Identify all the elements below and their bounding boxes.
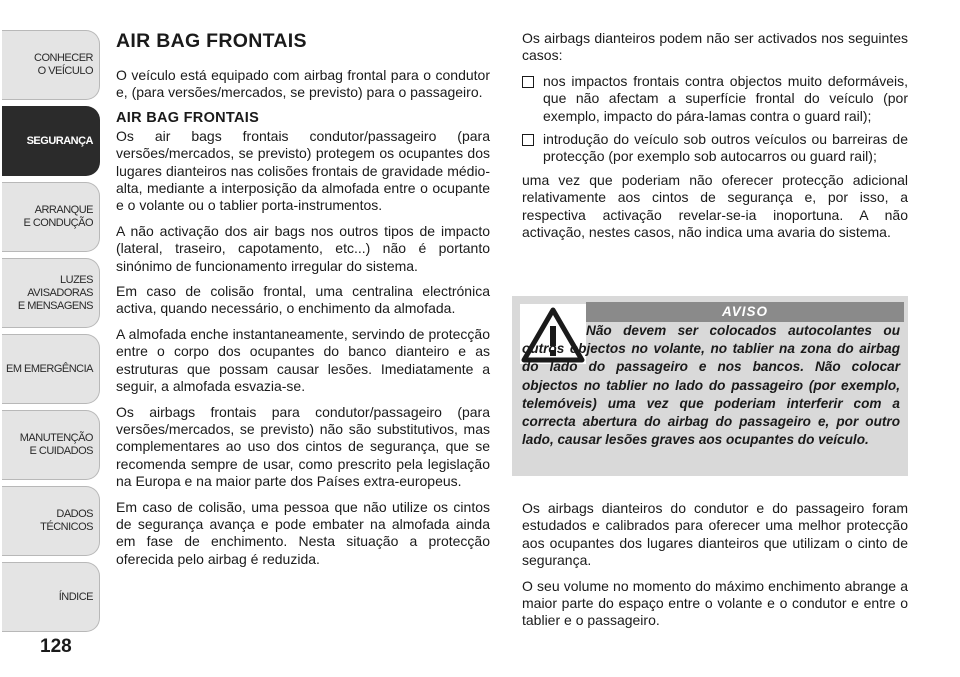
- checkbox-bullet-icon: [522, 76, 534, 88]
- paragraph: Os airbags dianteiros podem não ser activados nos seguintes casos:: [522, 30, 908, 64]
- warning-header: AVISO: [586, 302, 904, 322]
- list-item: [522, 73, 908, 125]
- subsection-title: AIR BAG FRONTAIS: [116, 109, 260, 126]
- tab-arranque-e-conducao[interactable]: ARRANQUE E CONDUÇÃO: [2, 182, 100, 252]
- list-item-text: introdução do veículo sob outros veículos ou barreiras de protecção (por exemplo sob autocarros ou guard rail);: [543, 131, 908, 165]
- warning-text: Não devem ser colocados autocolantes ou outros objectos no volante, no tablier na zona do airbag do lado do passageiro e nos bancos. Não colocar objectos no tablier no lado do passageiro (por exemplo, telemóveis) uma vez que poderiam interferir com a correcta abertura do airbag do passageiro e, por outro lado, causar lesões graves aos ocupantes do veículo.: [522, 323, 900, 448]
- paragraph: Os airbags dianteiros do condutor e do passageiro foram estudados e calibrados para oferecer uma melhor protecção aos ocupantes dos lugares dianteiros que utilizam o cinto de segurança.: [522, 500, 908, 569]
- tab-conhecer-o-veiculo[interactable]: CONHECER O VEÍCULO: [2, 30, 100, 100]
- paragraph: A não activação dos air bags nos outros tipos de impacto (lateral, traseiro, capotamento, etc...) não é portanto sinónimo de funcionamento irregular do sistema.: [116, 222, 490, 274]
- paragraph: A almofada enche instantaneamente, servindo de protecção entre o corpo dos ocupantes do banco dianteiro e as estruturas que possam causar lesões. Imediatamente a seguir, a almofada esvazia-se.: [116, 325, 490, 395]
- right-column-lower: [522, 500, 908, 638]
- section-title: AIR BAG FRONTAIS: [116, 30, 307, 52]
- right-column: [522, 30, 908, 249]
- tab-indice[interactable]: ÍNDICE: [2, 562, 100, 632]
- tab-dados-tecnicos[interactable]: DADOS TÉCNICOS: [2, 486, 100, 556]
- list-item-text: nos impactos frontais contra objectos muito deformáveis, que não afectam a superfície frontal do veículo (por exemplo, impacto do pára-lamas contra o guard rail);: [543, 72, 908, 124]
- checkbox-bullet-icon: [522, 134, 534, 146]
- paragraph: Os airbags frontais para condutor/passageiro (para versões/mercados, se previsto) não são substitutivos, mas complementares ao uso dos cintos de segurança, que se recomenda sempre de usar, como prescrito pela legislação na Europa e na maior parte dos Países extra-europeus.: [116, 403, 490, 490]
- intro-paragraph: O veículo está equipado com airbag frontal para o condutor e, (para versões/mercados, se previsto) para o passageiro.: [116, 67, 490, 101]
- paragraph: Os air bags frontais condutor/passageiro (para versões/mercados, se previsto) protegem os ocupantes dos lugares dianteiros nas colisões frontais de gravidade médio-alta, mediante a interposição da almofada entre o ocupante e o volante ou o tablier porta-instrumentos.: [116, 127, 490, 214]
- list-item: [522, 131, 908, 166]
- tab-luzes-avisadoras[interactable]: LUZES AVISADORAS E MENSAGENS: [2, 258, 100, 328]
- paragraph: uma vez que poderiam não oferecer protecção adicional relativamente aos cintos de segurança e, por isso, a respectiva activação revelar-se-ia inoportuna. A não activação, nestes casos, não indica uma avaria do sistema.: [522, 171, 908, 241]
- paragraph: Em caso de colisão, uma pessoa que não utilize os cintos de segurança avança e pode embater na almofada ainda em fase de enchimento. Nesta situação a protecção oferecida pelo airbag é reduzida.: [116, 498, 490, 567]
- tab-em-emergencia[interactable]: EM EMERGÊNCIA: [2, 334, 100, 404]
- tab-seguranca[interactable]: SEGURANÇA: [2, 106, 100, 176]
- warning-box: [512, 296, 908, 476]
- page-number: 128: [40, 636, 72, 657]
- tab-manutencao-e-cuidados[interactable]: MANUTENÇÃO E CUIDADOS: [2, 410, 100, 480]
- left-column: [116, 30, 490, 576]
- paragraph: O seu volume no momento do máximo enchimento abrange a maior parte do espaço entre o volante e o condutor e entre o tablier e o passageiro.: [522, 577, 908, 629]
- paragraph: Em caso de colisão frontal, uma centralina electrónica activa, quando necessário, o enchimento da almofada.: [116, 283, 490, 317]
